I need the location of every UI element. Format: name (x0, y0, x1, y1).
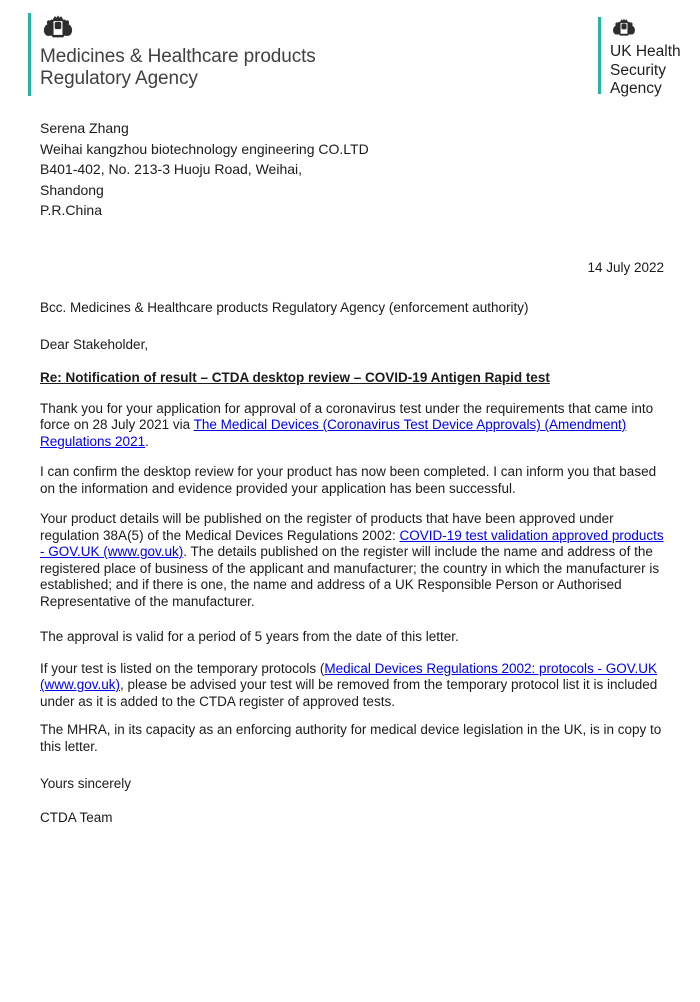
paragraph-application-thanks (40, 401, 664, 451)
ukhsa-name-line2: Security (610, 61, 666, 79)
paragraph-text: Your product details will be published on the register of products that have been approved under regulation 38A(5) of the Medical Devices Regulations 2002: (40, 511, 614, 543)
paragraph-text: , please be advised your test will be removed from the temporary protocol list it is included under as it is added to the CTDA register of approved tests. (40, 677, 658, 709)
mhra-name-line1: Medicines & Healthcare products (40, 46, 316, 67)
paragraph-approval-validity: The approval is valid for a period of 5 years from the date of this letter. (40, 629, 459, 644)
paragraph-review-complete: I can confirm the desktop review for your product has now been completed. I can inform you that based on the information and evidence provided your application has been successful. (40, 464, 657, 496)
paragraph-temporary-protocols (40, 661, 664, 711)
paragraph-text: If your test is listed on the temporary protocols ( (40, 660, 325, 676)
paragraph-text: Thank you for your application for approval of a coronavirus test under the requirements that came into force on 28 July 2021 via (40, 400, 654, 432)
valediction: Yours sincerely (40, 776, 132, 791)
paragraph-mhra-copy: The MHRA, in its capacity as an enforcing authority for medical device legislation in the UK, is in copy to this letter. (40, 722, 662, 754)
royal-crest-icon (610, 17, 681, 41)
letter-date: 14 July 2022 (587, 259, 664, 275)
recipient-company: Weihai kangzhou biotechnology engineering CO.LTD (40, 140, 369, 157)
recipient-street: B401-402, No. 213-3 Huoju Road, Weihai, (40, 161, 303, 177)
letter-body (40, 118, 664, 826)
salutation: Dear Stakeholder, (40, 336, 149, 352)
paragraph-text: . The details published on the register will include the name and address of the registered place of business of the applicant and manufacturer; the country in which the manufacturer is established; and if there is one, the name and address of a UK Responsible Person or Authorised Representative of the manufacturer. (40, 544, 660, 609)
ukhsa-name-line1: UK Health (610, 43, 681, 60)
ukhsa-logo (598, 17, 681, 97)
paragraph-register-details (40, 511, 664, 610)
recipient-region: Shandong (40, 181, 104, 198)
recipient-address (40, 118, 664, 221)
approved-products-link[interactable]: COVID-19 test validation approved products - GOV.UK (www.gov.uk) (40, 527, 664, 559)
signature: CTDA Team (40, 809, 113, 825)
regulations-2021-link[interactable]: The Medical Devices (Coronavirus Test Device Approvals) (Amendment) Regulations 2021 (40, 417, 627, 449)
recipient-country: P.R.China (40, 202, 103, 218)
paragraph-text: . (145, 433, 149, 449)
subject-line: Re: Notification of result – CTDA desktop review – COVID-19 Antigen Rapid test (40, 370, 550, 385)
ukhsa-name-line3: Agency (610, 80, 662, 97)
mhra-name-line2: Regulatory Agency (40, 67, 198, 89)
mhra-logo (28, 13, 316, 96)
royal-crest-icon (40, 13, 316, 43)
protocols-link[interactable]: Medical Devices Regulations 2002: protocols - GOV.UK (www.gov.uk) (40, 660, 658, 692)
recipient-name: Serena Zhang (40, 120, 129, 136)
bcc-line: Bcc. Medicines & Healthcare products Regulatory Agency (enforcement authority) (40, 300, 529, 315)
